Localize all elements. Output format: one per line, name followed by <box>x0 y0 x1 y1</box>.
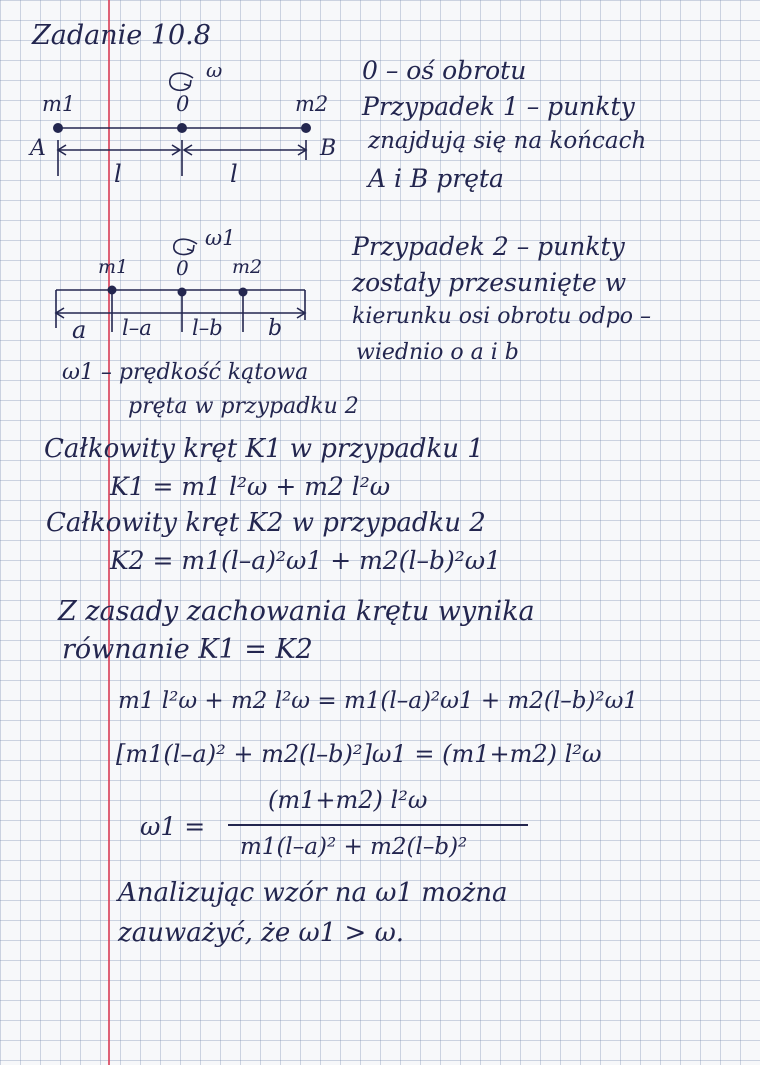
pivot-label: 0 <box>176 92 190 116</box>
mass-label-m1: m1 <box>98 256 129 278</box>
text-line: równanie K1 = K2 <box>62 634 313 665</box>
length-label-b: b <box>268 316 283 341</box>
length-label-a: a <box>72 316 87 344</box>
fraction-numerator: (m1+m2) l²ω <box>268 786 428 814</box>
text-line: zauważyć, że ω1 > ω. <box>118 918 405 948</box>
equation-omega1-lhs: ω1 = <box>140 812 206 841</box>
length-label-right: l <box>230 160 238 188</box>
note-line: znajdują się na końcach <box>368 128 647 154</box>
note-line: A i B pręta <box>368 164 504 193</box>
rod-diagram-2 <box>0 0 360 360</box>
pivot-label: 0 <box>176 256 189 280</box>
equation-omega1-fraction <box>228 786 548 866</box>
equation-k1: K1 = m1 l²ω + m2 l²ω <box>110 472 391 501</box>
text-line: Z zasady zachowania krętu wynika <box>58 596 535 627</box>
mass-point-m2 <box>239 288 247 296</box>
page-title: Zadanie 10.8 <box>32 20 211 51</box>
mass-label-m2: m2 <box>232 256 263 278</box>
equation-rearranged: [m1(l–a)² + m2(l–b)²]ω1 = (m1+m2) l²ω <box>116 740 602 768</box>
equation-balance: m1 l²ω + m2 l²ω = m1(l–a)²ω1 + m2(l–b)²ω1 <box>118 688 638 714</box>
omega-label: ω1 <box>205 226 236 250</box>
text-line: Całkowity kręt K2 w przypadku 2 <box>46 508 486 538</box>
omega-label: ω <box>206 58 223 82</box>
note-line: Przypadek 1 – punkty <box>362 92 635 121</box>
text-line: Całkowity kręt K1 w przypadku 1 <box>44 434 484 464</box>
note-line: zostały przesunięte w <box>352 268 627 297</box>
length-label-l-minus-b: l–b <box>192 316 223 340</box>
end-label-a: A <box>30 136 46 161</box>
text-line: Analizując wzór na ω1 można <box>118 878 508 908</box>
length-label-l-minus-a: l–a <box>122 316 152 340</box>
mass-label-m1: m1 <box>42 92 76 116</box>
note-line: kierunku osi obrotu odpo – <box>352 304 652 329</box>
fraction-bar <box>228 824 528 826</box>
note-line: ω1 – prędkość kątowa <box>62 360 309 385</box>
length-label-left: l <box>114 160 122 188</box>
equation-k2: K2 = m1(l–a)²ω1 + m2(l–b)²ω1 <box>110 546 502 575</box>
note-line: 0 – oś obrotu <box>362 56 527 85</box>
end-label-b: B <box>320 136 337 161</box>
note-line: wiednio o a i b <box>356 340 519 365</box>
note-line: Przypadek 2 – punkty <box>352 232 625 261</box>
fraction-denominator: m1(l–a)² + m2(l–b)² <box>240 834 468 860</box>
pivot-point <box>178 288 186 296</box>
mass-label-m2: m2 <box>295 92 329 116</box>
note-line: pręta w przypadku 2 <box>128 394 359 419</box>
